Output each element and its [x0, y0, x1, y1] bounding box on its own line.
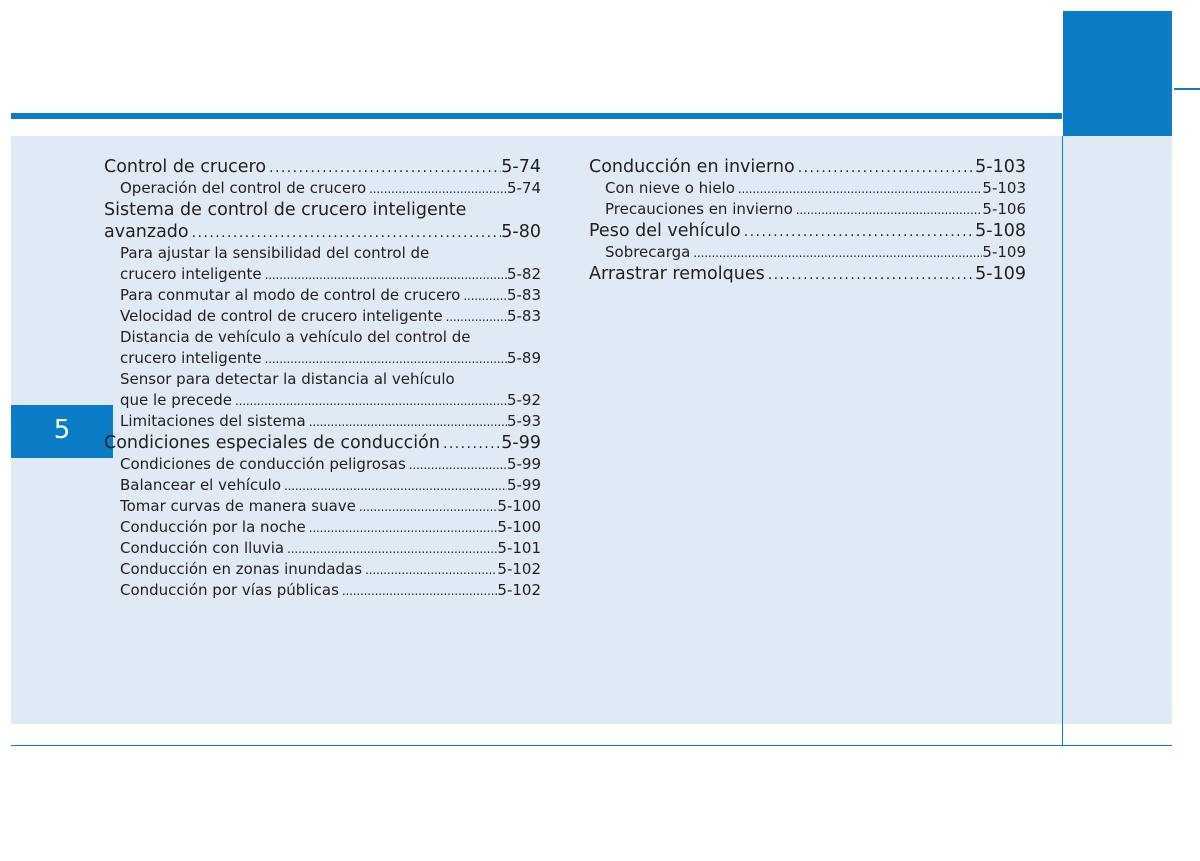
- dot-leader: [342, 580, 498, 602]
- dot-leader: [192, 221, 502, 244]
- toc-entry-title: Condiciones especiales de conducción: [104, 433, 440, 453]
- toc-section-entry[interactable]: [104, 156, 541, 178]
- toc-page-number: 5-83: [506, 307, 541, 325]
- dot-leader: [409, 454, 507, 476]
- toc-section-entry[interactable]: [589, 263, 1026, 285]
- toc-entry-title-line: Sensor para detectar la distancia al vehículo: [120, 370, 455, 388]
- toc-page-number: 5-83: [506, 286, 541, 304]
- header-rule: [11, 113, 1062, 119]
- dot-leader: [443, 432, 501, 455]
- dot-leader: [446, 306, 507, 328]
- toc-subsection-entry[interactable]: [104, 496, 541, 517]
- toc-page-number: 5-74: [501, 157, 541, 177]
- toc-subsection-entry[interactable]: [104, 390, 541, 411]
- toc-subsection-entry[interactable]: [104, 538, 541, 559]
- toc-entry-title: Conducción con lluvia: [120, 539, 285, 557]
- toc-subsection-entry[interactable]: [589, 178, 1026, 199]
- toc-left-column: [104, 156, 541, 601]
- right-vertical-rule: [1062, 136, 1063, 746]
- toc-page-number: 5-102: [497, 581, 541, 599]
- toc-page-number: 5-99: [506, 476, 541, 494]
- toc-subsection-entry[interactable]: [104, 285, 541, 306]
- toc-page-number: 5-80: [501, 222, 541, 242]
- toc-entry-title: Sobrecarga: [605, 243, 691, 261]
- toc-entry-title: Limitaciones del sistema: [120, 412, 306, 430]
- corner-tick: [1174, 88, 1200, 90]
- toc-entry-title: Balancear el vehículo: [120, 476, 281, 494]
- toc-subsection-entry[interactable]: [589, 242, 1026, 263]
- chapter-tab: [11, 405, 113, 458]
- toc-section-entry[interactable]: [104, 432, 541, 454]
- toc-entry-title: Tomar curvas de manera suave: [120, 497, 356, 515]
- toc-page-number: 5-89: [506, 349, 541, 367]
- toc-subsection-entry[interactable]: [104, 264, 541, 285]
- dot-leader: [738, 178, 983, 200]
- toc-page-number: 5-82: [506, 265, 541, 283]
- toc-subsection-entry[interactable]: [104, 454, 541, 475]
- toc-section-entry[interactable]: [589, 220, 1026, 242]
- dot-leader: [235, 390, 507, 412]
- toc-subsection-entry[interactable]: [104, 517, 541, 538]
- toc-subsection-entry[interactable]: [104, 475, 541, 496]
- toc-page-number: 5-109: [982, 243, 1026, 261]
- toc-entry-title-line: Sistema de control de crucero inteligente: [104, 200, 467, 220]
- toc-page-number: 5-106: [982, 200, 1026, 218]
- dot-leader: [693, 242, 982, 264]
- toc-entry-title: Operación del control de crucero: [120, 179, 367, 197]
- dot-leader: [768, 263, 975, 286]
- toc-page-number: 5-102: [497, 560, 541, 578]
- toc-page-number: 5-93: [506, 412, 541, 430]
- toc-subsection-entry[interactable]: [104, 580, 541, 601]
- toc-page-number: 5-100: [497, 497, 541, 515]
- toc-page-number: 5-100: [497, 518, 541, 536]
- toc-subsection-entry[interactable]: [104, 559, 541, 580]
- toc-entry-title: Velocidad de control de crucero inteligente: [120, 307, 443, 325]
- toc-section-entry[interactable]: [104, 221, 541, 243]
- chapter-number: 5: [53, 415, 71, 445]
- dot-leader: [359, 496, 498, 518]
- toc-page-number: 5-109: [975, 264, 1026, 284]
- toc-entry-title: Arrastrar remolques: [589, 264, 765, 284]
- toc-page-number: 5-103: [982, 179, 1026, 197]
- dot-leader: [265, 264, 507, 286]
- toc-entry-title: crucero inteligente: [120, 265, 262, 283]
- toc-page-number: 5-74: [506, 179, 541, 197]
- dot-leader: [265, 348, 507, 370]
- toc-page-number: 5-99: [506, 455, 541, 473]
- dot-leader: [798, 156, 975, 179]
- dot-leader: [365, 559, 497, 581]
- toc-entry-title: Para conmutar al modo de control de crucero: [120, 286, 461, 304]
- toc-subsection-entry[interactable]: [104, 348, 541, 369]
- dot-leader: [269, 156, 501, 179]
- toc-entry-title: Con nieve o hielo: [605, 179, 735, 197]
- dot-leader: [369, 178, 507, 200]
- toc-page-number: 5-103: [975, 157, 1026, 177]
- toc-entry-title: Precauciones en invierno: [605, 200, 793, 218]
- dot-leader: [309, 411, 507, 433]
- toc-entry-title: que le precede: [120, 391, 233, 409]
- dot-leader: [309, 517, 498, 539]
- dot-leader: [287, 538, 497, 560]
- toc-entry-title: Peso del vehículo: [589, 221, 741, 241]
- dot-leader: [744, 220, 975, 243]
- toc-subsection-entry[interactable]: [589, 199, 1026, 220]
- toc-section-entry[interactable]: [589, 156, 1026, 178]
- toc-page-number: 5-108: [975, 221, 1026, 241]
- toc-subsection-entry[interactable]: [104, 306, 541, 327]
- toc-entry-title-line: Para ajustar la sensibilidad del control de: [120, 244, 430, 262]
- corner-tab: [1063, 11, 1172, 136]
- toc-page-number: 5-101: [497, 539, 541, 557]
- toc-entry-title: Control de crucero: [104, 157, 267, 177]
- dot-leader: [796, 199, 983, 221]
- toc-subsection-entry[interactable]: [104, 178, 541, 199]
- toc-entry-title: Conducción en zonas inundadas: [120, 560, 363, 578]
- toc-entry-title: avanzado: [104, 222, 189, 242]
- toc-right-column: [589, 156, 1026, 285]
- toc-subsection-entry[interactable]: [104, 411, 541, 432]
- dot-leader: [284, 475, 507, 497]
- toc-entry-title-line: Distancia de vehículo a vehículo del control de: [120, 328, 471, 346]
- toc-entry-title: Conducción en invierno: [589, 157, 795, 177]
- toc-page-number: 5-99: [501, 433, 541, 453]
- toc-entry-title: Conducción por la noche: [120, 518, 306, 536]
- toc-entry-title: Condiciones de conducción peligrosas: [120, 455, 406, 473]
- toc-entry-title: crucero inteligente: [120, 349, 262, 367]
- toc-entry-title: Conducción por vías públicas: [120, 581, 339, 599]
- dot-leader: [463, 285, 507, 307]
- toc-page-number: 5-92: [506, 391, 541, 409]
- footer-rule: [11, 745, 1172, 746]
